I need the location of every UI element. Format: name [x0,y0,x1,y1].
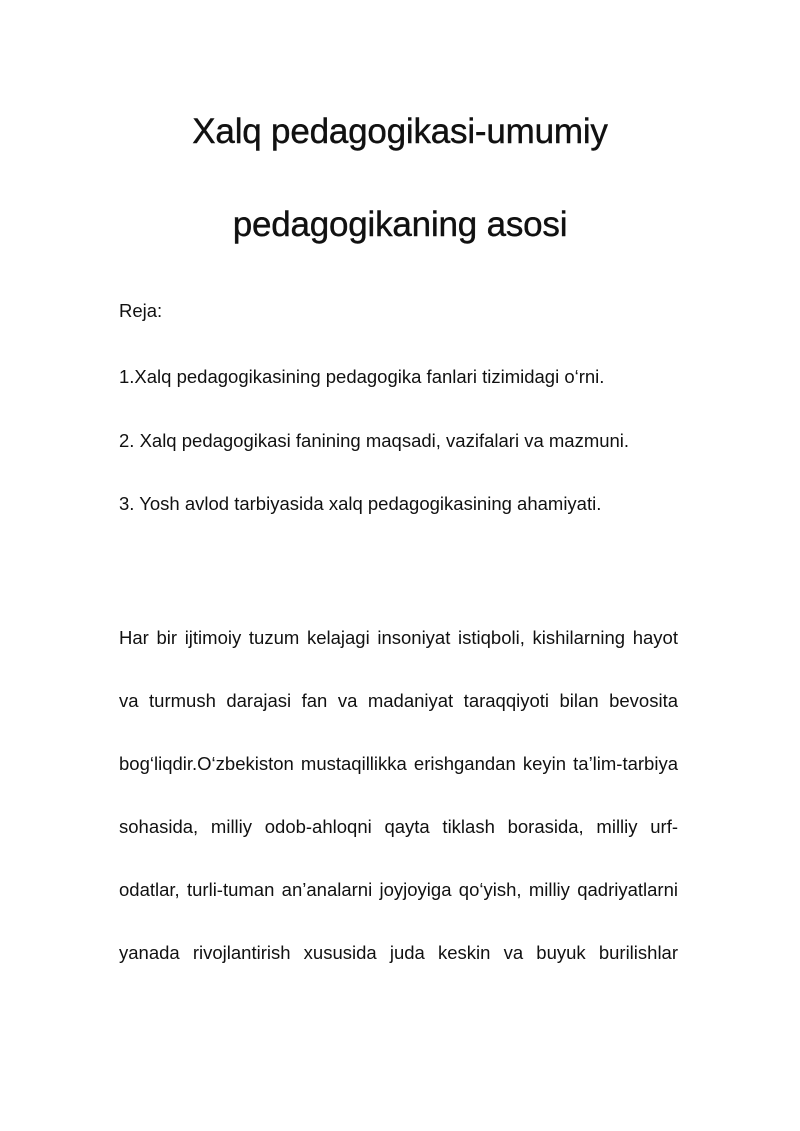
plan-item-3: 3. Yosh avlod tarbiyasida xalq pedagogikasining ahamiyati. [119,493,602,514]
body-line-4 [119,816,678,879]
body-paragraph [119,627,678,1005]
body-line-text: bog‘liqdir.O‘zbekiston mustaqillikka erishgandan keyin ta’lim-tarbiya [119,753,678,774]
plan-heading: Reja: [119,300,163,321]
body-line-1 [119,627,678,690]
body-line-3 [119,753,678,816]
body-line-text: Har bir ijtimoiy tuzum kelajagi insoniyat istiqboli, kishilarning hayot [119,627,678,648]
document-title-line-2: pedagogikaning asosi [232,205,568,244]
body-line-text: yanada rivojlantirish xususida juda keskin va buyuk burilishlar [119,942,678,963]
body-line-6 [119,942,678,1005]
plan-item-1: 1.Xalq pedagogikasining pedagogika fanlari tizimidagi o‘rni. [119,366,605,387]
body-line-5 [119,879,678,942]
body-line-text: sohasida, milliy odob-ahloqni qayta tiklash borasida, milliy urf- [119,816,678,837]
document-title-line-1: Xalq pedagogikasi-umumiy [192,112,608,151]
plan-item-2: 2. Xalq pedagogikasi fanining maqsadi, vazifalari va mazmuni. [119,430,630,451]
body-line-text: odatlar, turli-tuman an’analarni joyjoyiga qo‘yish, milliy qadriyatlarni [119,879,678,900]
body-line-text: va turmush darajasi fan va madaniyat taraqqiyoti bilan bevosita [119,690,678,711]
body-line-2 [119,690,678,753]
